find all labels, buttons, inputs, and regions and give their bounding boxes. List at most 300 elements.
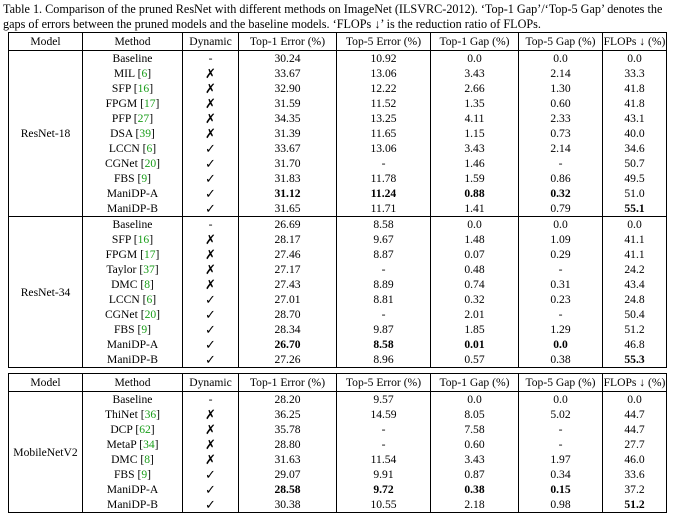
citation-link[interactable]: 8 [144, 278, 151, 291]
top5-error-cell: 11.65 [337, 126, 431, 141]
dynamic-cell: ✓ [183, 307, 239, 322]
top1-error-cell: 26.70 [239, 337, 337, 352]
top1-gap-cell: 0.74 [431, 277, 519, 292]
method-name: Taylor [106, 263, 137, 276]
header-top1-error: Top-1 Error (%) [239, 33, 337, 51]
top1-error-cell: 27.43 [239, 277, 337, 292]
top5-gap-cell: 0.73 [519, 126, 603, 141]
top1-gap-cell: 4.11 [431, 111, 519, 126]
method-cell: FBS [9] [83, 171, 183, 186]
dynamic-cell: ✓ [183, 201, 239, 217]
method-cell: DMC [8] [83, 452, 183, 467]
table-row [9, 81, 667, 96]
header-top5-gap: Top-5 Gap (%) [519, 374, 603, 392]
mobilenet-comparison-table [8, 373, 667, 513]
method-name: LCCN [108, 142, 140, 155]
top5-error-cell: 8.58 [337, 217, 431, 233]
method-cell: FPGM [17] [83, 247, 183, 262]
top5-error-cell: 9.72 [337, 482, 431, 497]
top5-gap-cell: 0.79 [519, 201, 603, 217]
dynamic-cell: ✓ [183, 292, 239, 307]
top1-gap-cell: 2.66 [431, 81, 519, 96]
top1-gap-cell: 1.41 [431, 201, 519, 217]
dynamic-cell: - [183, 217, 239, 233]
method-name: ManiDP-A [106, 483, 159, 496]
flops-reduction-cell: 51.2 [603, 497, 667, 513]
method-cell: SFP [16] [83, 81, 183, 96]
citation-link[interactable]: 20 [144, 308, 157, 321]
flops-reduction-cell: 44.7 [603, 422, 667, 437]
top1-error-cell: 31.83 [239, 171, 337, 186]
method-cell: DSA [39] [83, 126, 183, 141]
flops-reduction-cell: 0.0 [603, 392, 667, 408]
model-name-cell: ResNet-18 [9, 51, 83, 217]
method-name: ThiNet [104, 408, 138, 421]
table-row [9, 111, 667, 126]
top1-error-cell: 31.63 [239, 452, 337, 467]
method-cell [83, 201, 183, 217]
top5-gap-cell: 2.14 [519, 66, 603, 81]
flops-reduction-cell: 49.5 [603, 171, 667, 186]
flops-reduction-cell: 41.1 [603, 247, 667, 262]
top5-gap-cell: 0.38 [519, 352, 603, 368]
top1-error-cell: 28.17 [239, 232, 337, 247]
method-name: FBS [113, 468, 135, 481]
table-row [9, 201, 667, 217]
top1-gap-cell: 1.48 [431, 232, 519, 247]
dynamic-cell: ✗ [183, 232, 239, 247]
top5-error-cell: - [337, 262, 431, 277]
method-name: ManiDP-B [107, 202, 158, 215]
caption-line-1: Table 1. Comparison of the pruned ResNet with different methods on ImageNet (ILSVRC-2012). ‘Top-1 Gap’/‘Top-5 Gap’ denotes the [3, 2, 663, 16]
flops-reduction-cell: 55.3 [603, 352, 667, 368]
top1-gap-cell: 0.01 [431, 337, 519, 352]
method-name: Baseline [112, 393, 153, 406]
top1-error-cell: 28.70 [239, 307, 337, 322]
top5-error-cell: 8.58 [337, 337, 431, 352]
table-row [9, 352, 667, 368]
dynamic-cell: ✓ [183, 352, 239, 368]
table-row [9, 482, 667, 497]
method-cell: FBS [9] [83, 322, 183, 337]
top1-gap-cell: 1.35 [431, 96, 519, 111]
method-cell: ThiNet [36] [83, 407, 183, 422]
header-model: Model [9, 33, 83, 51]
dynamic-cell: ✗ [183, 437, 239, 452]
top1-gap-cell: 3.43 [431, 66, 519, 81]
dynamic-cell: ✓ [183, 322, 239, 337]
table-row [9, 497, 667, 513]
flops-reduction-cell: 43.4 [603, 277, 667, 292]
top5-error-cell: 8.87 [337, 247, 431, 262]
flops-reduction-cell: 41.8 [603, 81, 667, 96]
citation-link[interactable]: 6 [141, 67, 148, 80]
table-row [9, 156, 667, 171]
citation-link[interactable]: 6 [146, 293, 153, 306]
top1-gap-cell: 0.88 [431, 186, 519, 201]
table-row [9, 292, 667, 307]
top5-error-cell: 12.22 [337, 81, 431, 96]
top5-gap-cell: 0.23 [519, 292, 603, 307]
top5-error-cell: 11.71 [337, 201, 431, 217]
method-name: FBS [113, 323, 135, 336]
top5-gap-cell: - [519, 156, 603, 171]
method-name: Baseline [112, 52, 153, 65]
model-name-cell: ResNet-34 [9, 217, 83, 368]
flops-reduction-cell: 55.1 [603, 201, 667, 217]
header-top1-gap: Top-1 Gap (%) [431, 33, 519, 51]
top5-gap-cell: - [519, 262, 603, 277]
top5-gap-cell: 0.60 [519, 96, 603, 111]
dynamic-cell: - [183, 392, 239, 408]
method-name: LCCN [108, 293, 140, 306]
top5-error-cell: 11.78 [337, 171, 431, 186]
top5-error-cell: 14.59 [337, 407, 431, 422]
citation-link[interactable]: 17 [143, 97, 156, 110]
flops-reduction-cell: 40.0 [603, 126, 667, 141]
method-name: ManiDP-A [106, 338, 159, 351]
top5-error-cell: - [337, 307, 431, 322]
table-row [9, 467, 667, 482]
top5-error-cell: - [337, 156, 431, 171]
top1-error-cell: 29.07 [239, 467, 337, 482]
top5-gap-cell: 0.86 [519, 171, 603, 186]
citation-link[interactable]: 6 [146, 142, 153, 155]
table-row [9, 277, 667, 292]
top1-gap-cell: 0.0 [431, 392, 519, 408]
top5-error-cell: - [337, 422, 431, 437]
top5-gap-cell: 1.30 [519, 81, 603, 96]
top5-gap-cell: 1.09 [519, 232, 603, 247]
table-header-row [9, 374, 667, 392]
method-name: SFP [111, 233, 131, 246]
table-row [9, 262, 667, 277]
flops-reduction-cell: 44.7 [603, 407, 667, 422]
flops-reduction-cell: 0.0 [603, 217, 667, 233]
top5-gap-cell: 1.97 [519, 452, 603, 467]
top1-error-cell: 27.46 [239, 247, 337, 262]
flops-reduction-cell: 37.2 [603, 482, 667, 497]
top5-gap-cell: 0.29 [519, 247, 603, 262]
dynamic-cell: ✓ [183, 497, 239, 513]
table-row [9, 141, 667, 156]
top5-error-cell: 9.67 [337, 232, 431, 247]
table-row [9, 51, 667, 67]
top1-gap-cell: 0.32 [431, 292, 519, 307]
citation-link[interactable]: 34 [143, 438, 155, 451]
header-flops-reduction: FLOPs ↓ (%) [603, 374, 667, 392]
top5-gap-cell: 5.02 [519, 407, 603, 422]
top5-error-cell: 13.25 [337, 111, 431, 126]
citation-link[interactable]: 9 [141, 323, 148, 336]
method-cell: MetaP [34] [83, 437, 183, 452]
dynamic-cell: ✗ [183, 96, 239, 111]
table-row [9, 307, 667, 322]
dynamic-cell: - [183, 51, 239, 67]
top1-gap-cell: 0.87 [431, 467, 519, 482]
method-name: PFP [111, 112, 131, 125]
table-row [9, 247, 667, 262]
citation-link[interactable]: 62 [139, 423, 151, 436]
flops-reduction-cell: 46.0 [603, 452, 667, 467]
top1-error-cell: 28.58 [239, 482, 337, 497]
dynamic-cell: ✗ [183, 81, 239, 96]
citation-link[interactable]: 9 [141, 172, 148, 185]
top1-error-cell: 28.20 [239, 392, 337, 408]
top1-gap-cell: 0.60 [431, 437, 519, 452]
dynamic-cell: ✗ [183, 247, 239, 262]
method-cell: DMC [8] [83, 277, 183, 292]
top5-gap-cell: 2.14 [519, 141, 603, 156]
method-name: ManiDP-B [107, 498, 158, 511]
top1-gap-cell: 1.59 [431, 171, 519, 186]
method-cell [83, 497, 183, 513]
table-row [9, 452, 667, 467]
top1-gap-cell: 8.05 [431, 407, 519, 422]
header-model: Model [9, 374, 83, 392]
top5-gap-cell: 0.31 [519, 277, 603, 292]
top5-gap-cell: 0.0 [519, 217, 603, 233]
top5-error-cell: 9.91 [337, 467, 431, 482]
dynamic-cell: ✓ [183, 186, 239, 201]
top5-error-cell: 10.92 [337, 51, 431, 67]
top5-error-cell: 11.24 [337, 186, 431, 201]
table-row [9, 171, 667, 186]
table-caption [0, 0, 676, 32]
top1-error-cell: 34.35 [239, 111, 337, 126]
flops-reduction-cell: 43.1 [603, 111, 667, 126]
flops-reduction-cell: 34.6 [603, 141, 667, 156]
citation-link[interactable]: 27 [137, 112, 150, 125]
top1-error-cell: 31.39 [239, 126, 337, 141]
method-cell: FBS [9] [83, 467, 183, 482]
top1-gap-cell: 0.57 [431, 352, 519, 368]
top1-error-cell: 33.67 [239, 66, 337, 81]
table-row [9, 66, 667, 81]
header-method: Method [83, 374, 183, 392]
method-name: FPGM [105, 248, 138, 261]
top5-error-cell: 11.54 [337, 452, 431, 467]
table-row [9, 392, 667, 408]
citation-link[interactable]: 39 [139, 127, 152, 140]
method-cell: LCCN [6] [83, 141, 183, 156]
top5-error-cell: 8.96 [337, 352, 431, 368]
table-row [9, 232, 667, 247]
table-row [9, 337, 667, 352]
top5-gap-cell: 0.32 [519, 186, 603, 201]
table-row [9, 437, 667, 452]
method-cell: CGNet [20] [83, 307, 183, 322]
top5-error-cell: 11.52 [337, 96, 431, 111]
top1-error-cell: 35.78 [239, 422, 337, 437]
flops-reduction-cell: 46.8 [603, 337, 667, 352]
top5-error-cell: 13.06 [337, 66, 431, 81]
header-top1-error: Top-1 Error (%) [239, 374, 337, 392]
header-dynamic: Dynamic [183, 33, 239, 51]
top1-gap-cell: 1.46 [431, 156, 519, 171]
method-cell [83, 392, 183, 408]
top1-gap-cell: 1.85 [431, 322, 519, 337]
method-cell: DCP [62] [83, 422, 183, 437]
citation-link[interactable]: 9 [141, 468, 148, 481]
top5-gap-cell: 0.0 [519, 337, 603, 352]
method-cell: MIL [6] [83, 66, 183, 81]
top1-gap-cell: 3.43 [431, 452, 519, 467]
dynamic-cell: ✓ [183, 171, 239, 186]
table-row [9, 407, 667, 422]
citation-link[interactable]: 16 [137, 233, 150, 246]
table-row [9, 126, 667, 141]
top1-gap-cell: 3.43 [431, 141, 519, 156]
method-name: CGNet [104, 308, 138, 321]
method-name: DCP [110, 423, 133, 436]
top5-gap-cell: 0.15 [519, 482, 603, 497]
top1-gap-cell: 7.58 [431, 422, 519, 437]
top1-error-cell: 30.24 [239, 51, 337, 67]
method-name: ManiDP-B [107, 353, 158, 366]
method-cell: FPGM [17] [83, 96, 183, 111]
top1-gap-cell: 2.01 [431, 307, 519, 322]
citation-link[interactable]: 36 [144, 408, 157, 421]
flops-reduction-cell: 33.6 [603, 467, 667, 482]
method-name: DMC [111, 453, 138, 466]
dynamic-cell: ✗ [183, 66, 239, 81]
dynamic-cell: ✗ [183, 111, 239, 126]
header-dynamic: Dynamic [183, 374, 239, 392]
top5-gap-cell: - [519, 422, 603, 437]
dynamic-cell: ✗ [183, 407, 239, 422]
header-top1-gap: Top-1 Gap (%) [431, 374, 519, 392]
top1-gap-cell: 0.48 [431, 262, 519, 277]
table-header-row [9, 33, 667, 51]
method-cell: LCCN [6] [83, 292, 183, 307]
method-name: ManiDP-A [106, 187, 159, 200]
top5-gap-cell: 0.34 [519, 467, 603, 482]
top5-gap-cell: 2.33 [519, 111, 603, 126]
top5-gap-cell: - [519, 437, 603, 452]
top1-error-cell: 31.65 [239, 201, 337, 217]
top5-error-cell: 8.89 [337, 277, 431, 292]
table-row [9, 422, 667, 437]
top5-error-cell: 10.55 [337, 497, 431, 513]
flops-reduction-cell: 41.1 [603, 232, 667, 247]
header-top5-gap: Top-5 Gap (%) [519, 33, 603, 51]
dynamic-cell: ✓ [183, 482, 239, 497]
table-row [9, 322, 667, 337]
table-row [9, 217, 667, 233]
method-name: MetaP [106, 438, 137, 451]
top1-error-cell: 28.34 [239, 322, 337, 337]
flops-reduction-cell: 24.2 [603, 262, 667, 277]
top5-error-cell: - [337, 437, 431, 452]
method-cell [83, 51, 183, 67]
header-flops-reduction: FLOPs ↓ (%) [603, 33, 667, 51]
flops-reduction-cell: 41.8 [603, 96, 667, 111]
dynamic-cell: ✗ [183, 277, 239, 292]
method-name: SFP [111, 82, 131, 95]
top1-gap-cell: 0.38 [431, 482, 519, 497]
top1-error-cell: 27.26 [239, 352, 337, 368]
top1-error-cell: 31.12 [239, 186, 337, 201]
flops-reduction-cell: 27.7 [603, 437, 667, 452]
flops-reduction-cell: 51.2 [603, 322, 667, 337]
method-cell [83, 337, 183, 352]
method-cell [83, 482, 183, 497]
model-name-cell: MobileNetV2 [9, 392, 83, 513]
dynamic-cell: ✓ [183, 141, 239, 156]
flops-reduction-cell: 33.3 [603, 66, 667, 81]
method-cell [83, 186, 183, 201]
top1-gap-cell: 0.0 [431, 217, 519, 233]
method-name: FPGM [105, 97, 138, 110]
citation-link[interactable]: 17 [143, 248, 156, 261]
flops-reduction-cell: 51.0 [603, 186, 667, 201]
top1-error-cell: 30.38 [239, 497, 337, 513]
header-top5-error: Top-5 Error (%) [337, 374, 431, 392]
method-cell: Taylor [37] [83, 262, 183, 277]
top5-error-cell: 9.57 [337, 392, 431, 408]
dynamic-cell: ✗ [183, 262, 239, 277]
citation-link[interactable]: 16 [137, 82, 150, 95]
caption-line-2: gaps of errors between the pruned models and the baseline models. ‘FLOPs ↓’ is the reduction ratio of FLOPs. [3, 17, 541, 31]
top1-gap-cell: 0.07 [431, 247, 519, 262]
top1-error-cell: 27.17 [239, 262, 337, 277]
top5-gap-cell: 1.29 [519, 322, 603, 337]
top1-error-cell: 31.70 [239, 156, 337, 171]
citation-link[interactable]: 37 [143, 263, 155, 276]
method-name: CGNet [104, 157, 138, 170]
dynamic-cell: ✓ [183, 156, 239, 171]
dynamic-cell: ✗ [183, 452, 239, 467]
header-method: Method [83, 33, 183, 51]
top1-error-cell: 36.25 [239, 407, 337, 422]
dynamic-cell: ✗ [183, 126, 239, 141]
flops-reduction-cell: 0.0 [603, 51, 667, 67]
method-cell: CGNet [20] [83, 156, 183, 171]
citation-link[interactable]: 8 [144, 453, 151, 466]
top1-error-cell: 32.90 [239, 81, 337, 96]
top1-error-cell: 33.67 [239, 141, 337, 156]
top5-gap-cell: 0.0 [519, 392, 603, 408]
top1-error-cell: 28.80 [239, 437, 337, 452]
dynamic-cell: ✗ [183, 422, 239, 437]
top1-gap-cell: 0.0 [431, 51, 519, 67]
citation-link[interactable]: 20 [144, 157, 157, 170]
top1-gap-cell: 1.15 [431, 126, 519, 141]
method-name: DMC [111, 278, 138, 291]
top1-gap-cell: 2.18 [431, 497, 519, 513]
flops-reduction-cell: 50.7 [603, 156, 667, 171]
top5-error-cell: 13.06 [337, 141, 431, 156]
flops-reduction-cell: 24.8 [603, 292, 667, 307]
table-row [9, 186, 667, 201]
method-cell [83, 352, 183, 368]
method-cell: SFP [16] [83, 232, 183, 247]
dynamic-cell: ✓ [183, 337, 239, 352]
top5-gap-cell: 0.0 [519, 51, 603, 67]
method-name: FBS [113, 172, 135, 185]
top1-error-cell: 27.01 [239, 292, 337, 307]
top1-error-cell: 31.59 [239, 96, 337, 111]
header-top5-error: Top-5 Error (%) [337, 33, 431, 51]
method-cell: PFP [27] [83, 111, 183, 126]
dynamic-cell: ✓ [183, 467, 239, 482]
method-name: MIL [113, 67, 135, 80]
top5-error-cell: 8.81 [337, 292, 431, 307]
table-row [9, 96, 667, 111]
method-name: DSA [110, 127, 133, 140]
resnet-comparison-table [8, 32, 667, 368]
